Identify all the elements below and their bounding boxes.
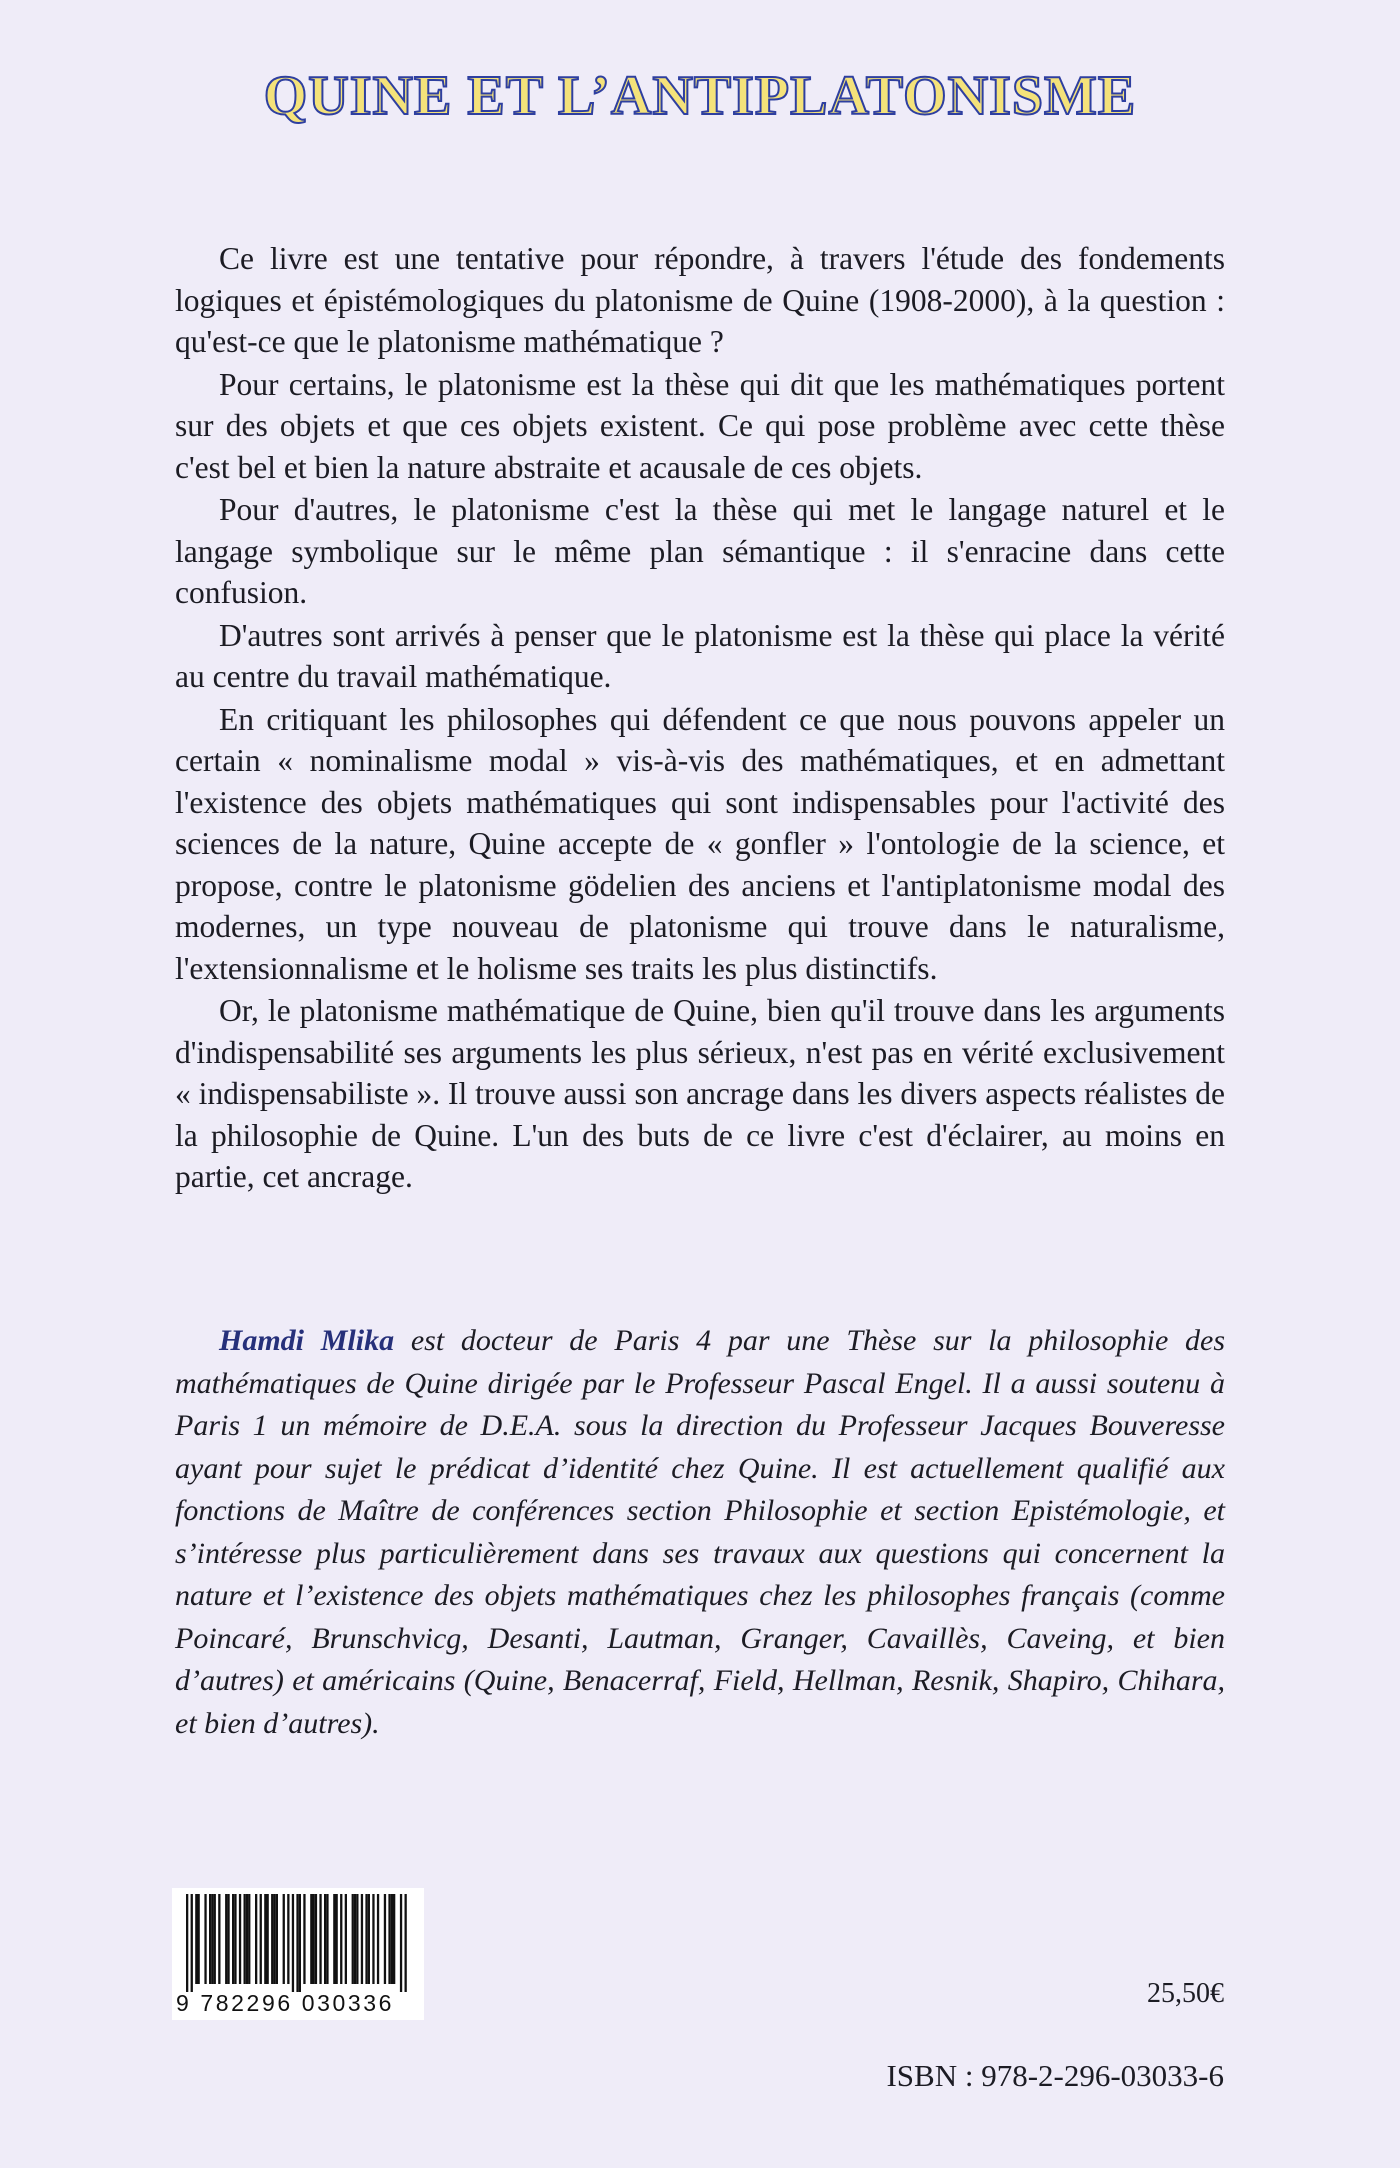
barcode-bar bbox=[260, 1894, 262, 1984]
barcode-bar bbox=[333, 1894, 335, 1984]
book-title: QUINE ET L’ANTIPLATONISME bbox=[263, 65, 1137, 127]
barcode-bar bbox=[214, 1894, 216, 1984]
barcode-bar bbox=[377, 1894, 379, 1984]
barcode-bar bbox=[303, 1894, 305, 1984]
isbn-barcode bbox=[172, 1888, 424, 2020]
barcode-bar bbox=[384, 1894, 386, 1984]
barcode-bar bbox=[372, 1894, 374, 1984]
barcode-bar bbox=[198, 1894, 200, 1984]
barcode-bar bbox=[354, 1894, 356, 1984]
barcode-bar bbox=[336, 1894, 338, 1984]
barcode-bar bbox=[273, 1894, 275, 1984]
author-name: Hamdi Mlika bbox=[219, 1324, 395, 1357]
barcode-bar bbox=[287, 1894, 289, 1984]
barcode-bar bbox=[352, 1894, 354, 1984]
price: 25,50€ bbox=[1147, 1978, 1224, 2009]
barcode-bar bbox=[209, 1894, 211, 1984]
barcode-bar bbox=[218, 1894, 220, 1984]
barcode-bar bbox=[310, 1894, 312, 1984]
barcode-bar bbox=[296, 1894, 298, 1992]
barcode-bar bbox=[292, 1894, 294, 1992]
barcode-bar bbox=[204, 1894, 206, 1984]
barcode-bar bbox=[276, 1894, 278, 1984]
barcode-bar bbox=[299, 1894, 301, 1992]
summary-paragraph: En critiquant les philosophes qui défendent ce que nous pouvons appeler un certain « nominalisme modal » vis-à-vis des mathématiques, et en admettant l'existence des objets mathématiques qui sont indispensables pour l'activité des sciences de la nature, Quine accepte de « gonfler » l'ontologie de la science, et propose, contre le platonisme gödelien des anciens et l'antiplatonisme modal des modernes, un type nouveau de platonisme qui trouve dans le naturalisme, l'extensionnalisme et le holisme ses traits les plus distinctifs. bbox=[175, 701, 1225, 986]
barcode-bar bbox=[365, 1894, 367, 1984]
barcode-bar bbox=[232, 1894, 234, 1984]
barcode-bar bbox=[271, 1894, 273, 1984]
barcode-bar bbox=[244, 1894, 246, 1984]
barcode-bars bbox=[172, 1888, 424, 1992]
barcode-bar bbox=[345, 1894, 347, 1984]
barcode-bar bbox=[405, 1894, 407, 1992]
isbn-number: ISBN : 978-2-296-03033-6 bbox=[886, 2058, 1224, 2093]
barcode-bar bbox=[225, 1894, 227, 1984]
author-bio bbox=[175, 1320, 1225, 1745]
barcode-bar bbox=[248, 1894, 250, 1984]
barcode-bar bbox=[195, 1894, 197, 1984]
barcode-bar bbox=[400, 1894, 402, 1992]
barcode-bar bbox=[388, 1894, 390, 1984]
author-bio-text: est docteur de Paris 4 par une Thèse sur la philosophie des mathématiques de Quine dirigée par le Professeur Pascal Engel. Il a aussi soutenu à Paris 1 un mémoire de D.E.A. sous la direction du Professeur Jacques Bouveresse ayant pour sujet le prédicat d’identité chez Quine. Il est actuellement qualifié aux fonctions de Maître de conférences section Philosophie et section Epistémologie, et s’intéresse plus particulièrement dans ses travaux aux questions qui concernent la nature et l’existence des objets mathématiques chez les philosophes français (comme Poincaré, Brunschvicg, Desanti, Lautman, Granger, Cavaillès, Caveing, et bien d’autres) et américains (Quine, Benacerraf, Field, Hellman, Resnik, Shapiro, Chihara, et bien d’autres). bbox=[175, 1324, 1225, 1740]
barcode-bar bbox=[227, 1894, 229, 1984]
barcode-bar bbox=[356, 1894, 358, 1984]
summary-paragraph: Ce livre est une tentative pour répondre, à travers l'étude des fondements logiques et épistémologiques du platonisme de Quine (1908-2000), à la question : qu'est-ce que le platonisme mathématique ? bbox=[175, 241, 1225, 359]
summary-paragraph: D'autres sont arrivés à penser que le platonisme est la thèse qui place la vérité au centre du travail mathématique. bbox=[175, 617, 1225, 694]
barcode-bar bbox=[234, 1894, 236, 1984]
barcode-bar bbox=[315, 1894, 317, 1984]
barcode-bar bbox=[255, 1894, 257, 1984]
summary-paragraph: Pour certains, le platonisme est la thèse qui dit que les mathématiques portent sur des objets et que ces objets existent. Ce qui pose problème avec cette thèse c'est bel et bien la nature abstraite et acausale de ces objets. bbox=[175, 366, 1225, 485]
summary-paragraph: Pour d'autres, le platonisme c'est la thèse qui met le langage naturel et le langage symbolique sur le même plan sémantique : il s'enracine dans cette confusion. bbox=[175, 492, 1225, 610]
summary-paragraph: Or, le platonisme mathématique de Quine, bien qu'il trouve dans les arguments d'indispensabilité ses arguments les plus sérieux, n'est pas en vérité exclusivement « indispensabiliste ». Il trouve aussi son ancrage dans les divers aspects réalistes de la philosophie de Quine. L'un des buts de ce livre c'est d'éclairer, au moins en partie, cet ancrage. bbox=[175, 993, 1225, 1194]
book-summary bbox=[175, 238, 1225, 1198]
barcode-bar bbox=[313, 1894, 315, 1984]
barcode-bar bbox=[186, 1894, 188, 1992]
barcode-bar bbox=[393, 1894, 395, 1984]
barcode-bar bbox=[326, 1894, 328, 1984]
barcode-bar bbox=[264, 1894, 266, 1984]
barcode-bar bbox=[246, 1894, 248, 1984]
barcode-bar bbox=[211, 1894, 213, 1984]
barcode-bar bbox=[191, 1894, 193, 1992]
barcode-bar bbox=[340, 1894, 342, 1984]
barcode-bar bbox=[239, 1894, 241, 1984]
barcode-number: 9 782296 030336 bbox=[176, 1990, 395, 2016]
barcode-bar bbox=[267, 1894, 269, 1984]
barcode-bar bbox=[361, 1894, 363, 1984]
barcode-bar bbox=[391, 1894, 393, 1984]
barcode-bar bbox=[368, 1894, 370, 1984]
barcode-bar bbox=[319, 1894, 321, 1984]
barcode-bar bbox=[283, 1894, 285, 1984]
barcode-bar bbox=[324, 1894, 326, 1984]
